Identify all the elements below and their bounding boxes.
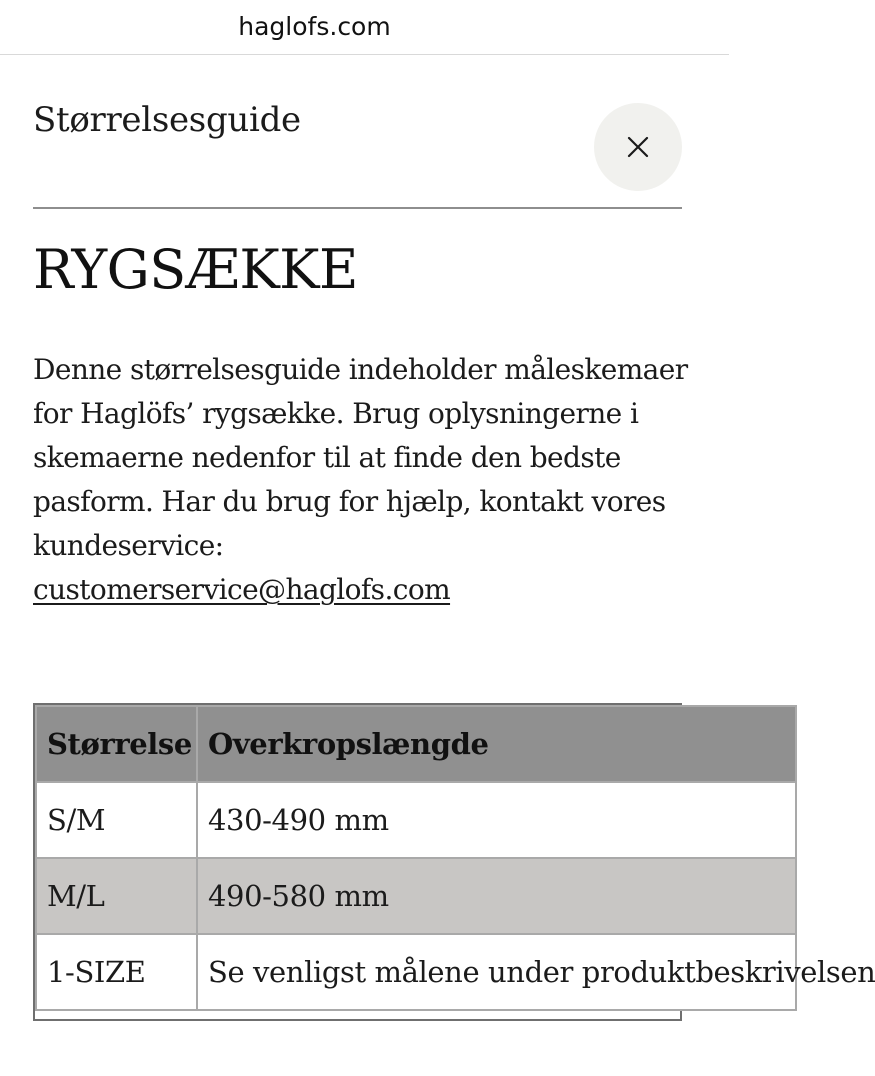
table-cell-torso-length: 490-580 mm	[197, 858, 796, 934]
table-cell-size: M/L	[36, 858, 197, 934]
table-cell-size: S/M	[36, 782, 197, 858]
table-cell-torso-length: 430-490 mm	[197, 782, 796, 858]
table-row	[36, 934, 796, 1010]
table-row	[36, 858, 796, 934]
intro-paragraph	[33, 348, 693, 612]
table-cell-size: 1-SIZE	[36, 934, 197, 1010]
intro-text: Denne størrelsesguide indeholder måleskemaer for Haglöfs’ rygsække. Brug oplysningerne i skemaerne nedenfor til at finde den bedste pasform. Har du brug for hjælp, kontakt vores kundeservice:	[33, 353, 688, 562]
size-table	[35, 705, 875, 1011]
close-button[interactable]	[594, 103, 682, 191]
table-header-torso-length: Overkropslængde	[197, 706, 796, 782]
size-table-scroll-container[interactable]	[33, 703, 875, 1021]
table-cell-torso-length: Se venligst målene under produktbeskrivelsen	[197, 934, 796, 1010]
table-header-size: Størrelse	[36, 706, 197, 782]
section-heading: RYGSÆKKE	[33, 238, 358, 301]
address-url[interactable]: haglofs.com	[238, 11, 391, 41]
table-header-row	[36, 706, 796, 782]
browser-address-bar[interactable]	[0, 0, 729, 55]
table-row	[36, 782, 796, 858]
customer-service-email-link[interactable]: customerservice@haglofs.com	[33, 573, 451, 606]
title-divider	[33, 207, 682, 209]
close-icon	[627, 136, 649, 158]
modal-title: Størrelsesguide	[33, 100, 301, 140]
